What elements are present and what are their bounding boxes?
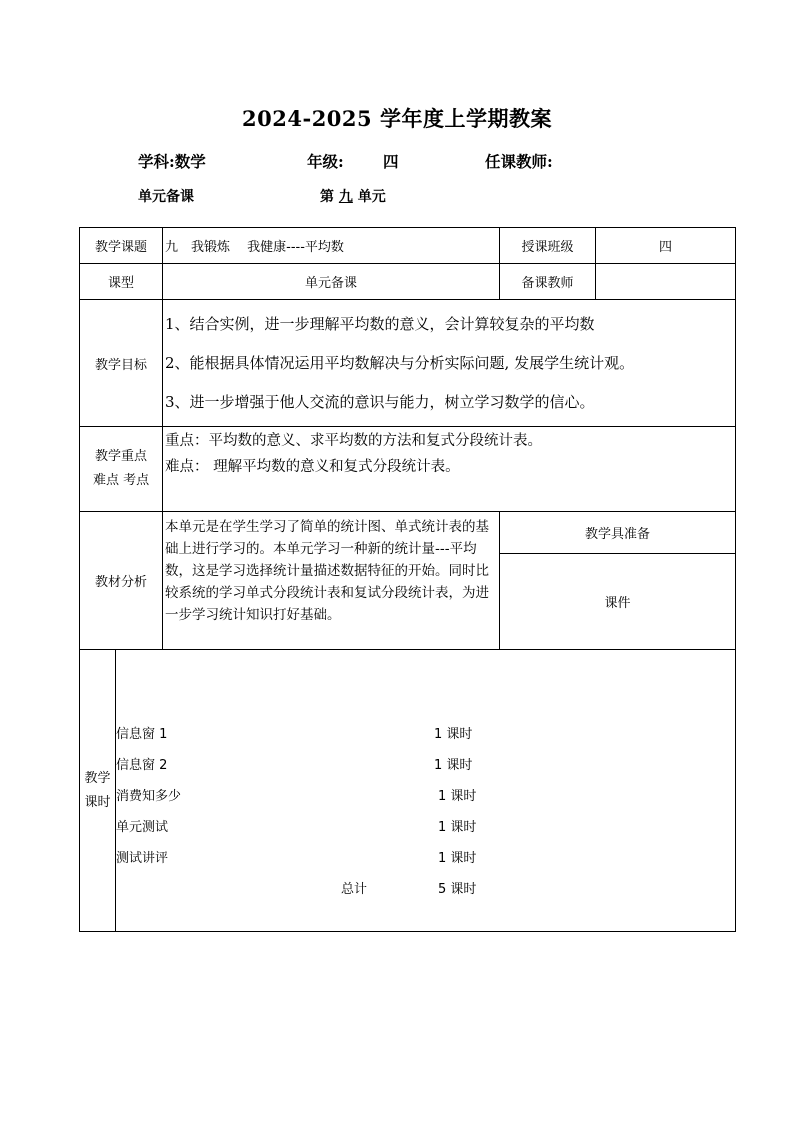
prep-teacher-value	[596, 264, 736, 300]
subject-label: 学科:数学	[138, 152, 206, 171]
topic-label: 教学课题	[80, 228, 163, 264]
unit-indicator	[320, 186, 386, 206]
goal-item: 2、能根据具体情况运用平均数解决与分析实际问题, 发展学生统计观。	[165, 353, 635, 372]
lesson-name: 信息窗 2	[116, 758, 168, 773]
lesson-name: 信息窗 1	[116, 727, 168, 742]
type-label: 课型	[80, 264, 163, 300]
tools-inner-table	[500, 512, 735, 649]
hours-label-line2: 课时	[84, 794, 111, 810]
lesson-hours: 1 课时	[434, 727, 473, 742]
goals-content	[163, 300, 736, 427]
keypoints-label-line1: 教学重点	[95, 449, 148, 464]
lesson-name: 单元测试	[116, 820, 169, 835]
lesson-hours: 1 课时	[438, 851, 477, 866]
class-label: 授课班级	[500, 228, 596, 264]
goals-label: 教学目标	[80, 300, 163, 427]
goal-item: 1、结合实例，进一步理解平均数的意义，会计算较复杂的平均数	[165, 314, 595, 333]
lesson-name: 测试讲评	[116, 851, 169, 866]
hours-content	[116, 650, 736, 932]
hours-label	[80, 650, 116, 932]
lesson-plan-table	[79, 227, 736, 932]
goal-item: 3、进一步增强于他人交流的意识与能力，树立学习数学的信心。	[165, 392, 595, 411]
lesson-name: 消费知多少	[116, 789, 182, 804]
type-row	[80, 264, 736, 300]
analysis-row	[80, 512, 736, 650]
lesson-hours: 1 课时	[434, 758, 473, 773]
total-value: 5 课时	[438, 882, 477, 897]
keypoints-row	[80, 427, 736, 512]
hours-row	[80, 650, 736, 932]
topic-value: 九 我锻炼 我健康----平均数	[163, 228, 500, 264]
unit-number: 九	[338, 189, 353, 205]
keypoints-content	[163, 427, 736, 512]
difficult-point-text: 难点： 理解平均数的意义和复式分段统计表。	[165, 459, 460, 475]
tools-label: 教学具准备	[500, 512, 735, 553]
keypoints-label-line2: 难点 考点	[92, 473, 150, 488]
tools-cell	[500, 512, 736, 650]
prep-teacher-label: 备课教师	[500, 264, 596, 300]
unit-suffix: 单元	[357, 189, 386, 205]
type-value: 单元备课	[163, 264, 500, 300]
lesson-hours: 1 课时	[438, 789, 477, 804]
topic-row	[80, 228, 736, 264]
grade-label: 年级:	[307, 152, 344, 171]
analysis-label: 教材分析	[80, 512, 163, 650]
unit-prep-label: 单元备课	[138, 189, 194, 205]
teacher-label: 任课教师:	[485, 152, 553, 171]
hours-label-line1: 教学	[84, 770, 111, 786]
keypoints-label	[80, 427, 163, 512]
analysis-cell	[163, 512, 500, 650]
grade-value: 四	[383, 152, 399, 171]
page-title: 2024-2025 学年度上学期教案	[242, 106, 552, 131]
lesson-hours: 1 课时	[438, 820, 477, 835]
tools-value: 课件	[604, 595, 631, 611]
class-value: 四	[596, 228, 736, 264]
goals-row	[80, 300, 736, 427]
unit-prefix: 第	[320, 189, 334, 205]
key-point-text: 重点：平均数的意义、求平均数的方法和复式分段统计表。	[165, 433, 543, 449]
lesson-list	[116, 650, 735, 930]
total-label: 总计	[341, 882, 368, 897]
analysis-text: 本单元是在学生学习了简单的统计图、单式统计表的基础上进行学习的。本单元学习一种新的统计量---平均数，这是学习选择统计量描述数据特征的开始。同时比较系统的学习单式分段统计表和复试分段统计表，为进一步学习统计知识打好基础。	[165, 519, 490, 623]
